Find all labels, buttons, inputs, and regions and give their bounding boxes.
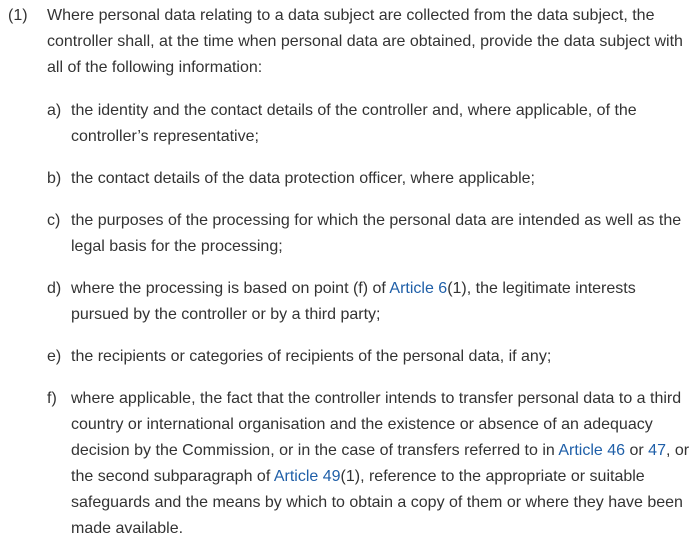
point-label: f) xyxy=(47,390,57,407)
article-46-link[interactable]: Article 46 xyxy=(558,442,626,459)
point-list xyxy=(0,98,700,542)
point-text-part: (1), reference to the appropriate or suitable safeguards and the means by which to obtain a copy of them or where they have been made available. xyxy=(71,468,683,537)
point-d xyxy=(0,276,700,328)
point-text-part: where the processing is based on point (f) of xyxy=(71,280,390,297)
point-text xyxy=(71,280,636,323)
point-label: c) xyxy=(47,212,61,229)
point-label: e) xyxy=(47,348,62,365)
paragraph-number: (1) xyxy=(8,7,28,24)
point-text: the purposes of the processing for which the personal data are intended as well as the legal basis for the processing; xyxy=(71,212,682,255)
article-49-link[interactable]: Article 49 xyxy=(273,468,341,485)
point-text xyxy=(71,390,689,537)
article-6-link[interactable]: Article 6 xyxy=(389,280,448,297)
point-label: a) xyxy=(47,102,62,119)
article-47-link[interactable]: 47 xyxy=(648,442,666,459)
paragraph-1 xyxy=(0,0,700,81)
point-label: b) xyxy=(47,170,62,187)
point-c xyxy=(0,208,700,260)
point-text: the recipients or categories of recipients of the personal data, if any; xyxy=(71,348,552,365)
point-text-part: , or the second subparagraph of xyxy=(71,442,690,485)
point-a xyxy=(0,98,700,150)
point-text-part: where applicable, the fact that the controller intends to transfer personal data to a third country or international organisation and the existence or absence of an adequacy decision by the Commission, or in the case of transfers referred to in xyxy=(71,390,682,459)
point-label: d) xyxy=(47,280,62,297)
point-text-part: or xyxy=(625,442,649,459)
point-f xyxy=(0,386,700,542)
point-text: the contact details of the data protection officer, where applicable; xyxy=(71,170,535,187)
point-text-part: (1), the legitimate interests pursued by the controller or by a third party; xyxy=(71,280,636,323)
point-e xyxy=(0,344,700,370)
point-b xyxy=(0,166,700,192)
paragraph-text: Where personal data relating to a data subject are collected from the data subject, the controller shall, at the time when personal data are obtained, provide the data subject with all of the following information: xyxy=(47,7,683,76)
point-text: the identity and the contact details of the controller and, where applicable, of the controller’s representative; xyxy=(71,102,637,145)
